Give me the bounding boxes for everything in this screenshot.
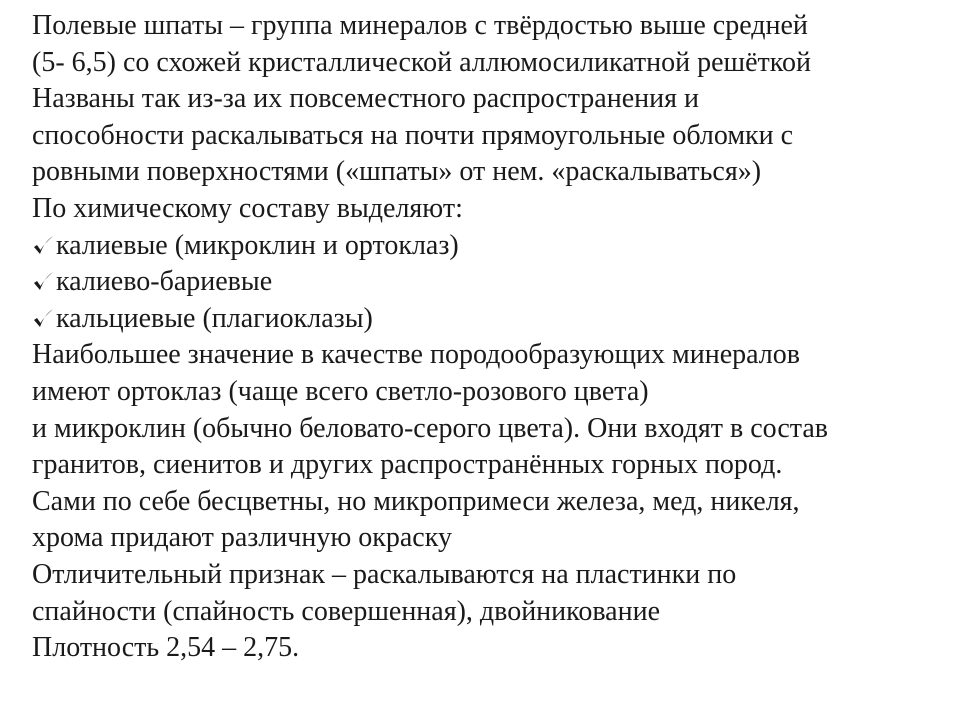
checklist-item	[32, 264, 960, 301]
text-line: способности раскалываться на почти прямоугольные обломки с	[32, 119, 794, 151]
text-line: имеют ортоклаз (чаще всего светло-розового цвета)	[32, 375, 649, 407]
slide-text-body	[32, 8, 960, 667]
checklist-item-label: калиевые (микроклин и ортоклаз)	[56, 229, 459, 261]
checklist-item	[32, 301, 960, 338]
text-line: Названы так из-за их повсеместного распространения и	[32, 83, 699, 115]
checkmark-icon	[32, 232, 54, 260]
text-line: Плотность 2,54 – 2,75.	[32, 632, 300, 664]
checkmark-icon	[32, 268, 54, 296]
checkmark-icon	[32, 305, 54, 333]
text-line: Отличительный признак – раскалываются на пластинки по	[32, 558, 737, 590]
text-line: спайности (спайность совершенная), двойникование	[32, 595, 661, 627]
checklist-item-label: кальциевые (плагиоклазы)	[56, 302, 373, 334]
checklist-item	[32, 228, 960, 265]
checklist-item-label: калиево-бариевые	[56, 266, 273, 298]
text-line: Сами по себе бесцветны, но микропримеси железа, мед, никеля,	[32, 485, 800, 517]
text-line: хрома придают различную окраску	[32, 522, 452, 554]
text-line: гранитов, сиенитов и других распространённых горных пород.	[32, 449, 783, 481]
text-line: ровными поверхностями («шпаты» от нем. «раскалываться»)	[32, 156, 762, 188]
text-line: (5- 6,5) со схожей кристаллической аллюмосиликатной решёткой	[32, 46, 811, 78]
text-line: Наибольшее значение в качестве породообразующих минералов	[32, 339, 801, 371]
text-line: Полевые шпаты – группа минералов с твёрдостью выше средней	[32, 10, 808, 41]
text-line: По химическому составу выделяют:	[32, 192, 463, 224]
text-line: и микроклин (обычно беловато-серого цвета). Они входят в состав	[32, 412, 828, 444]
